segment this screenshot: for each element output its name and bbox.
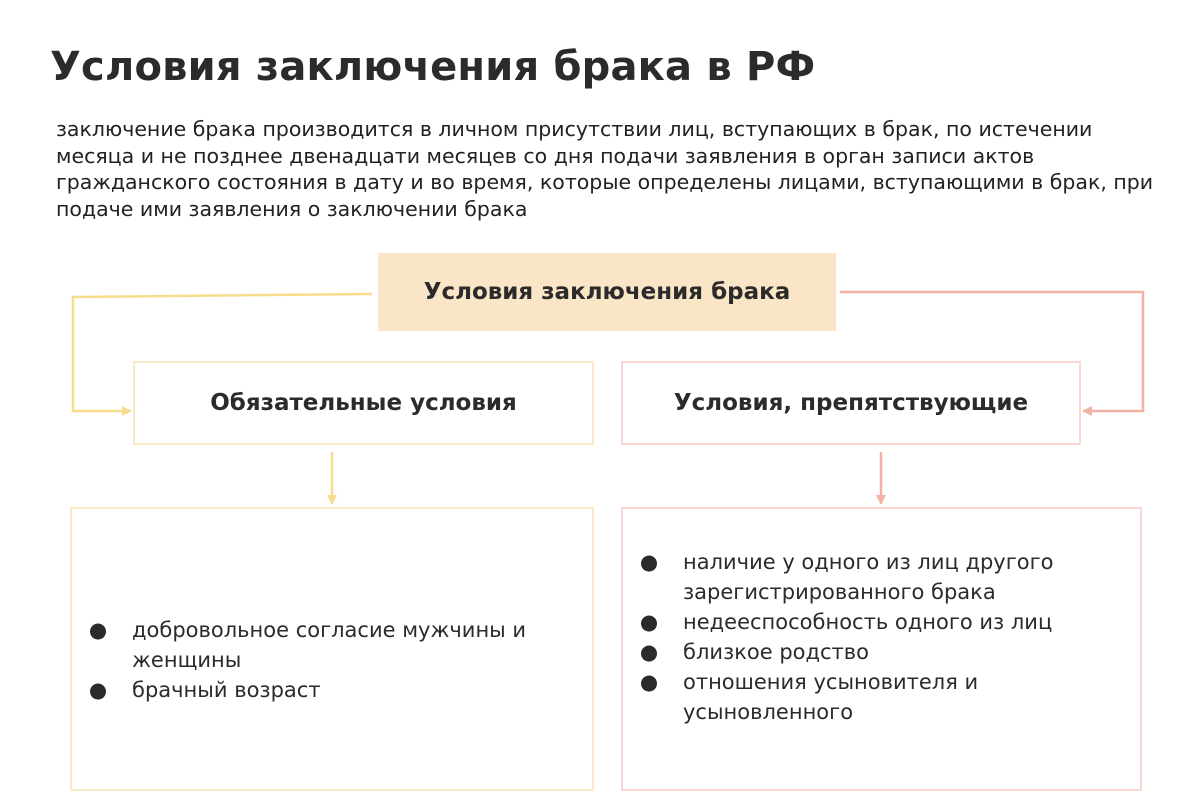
list-item xyxy=(639,667,1134,727)
list-item-text: добровольное согласие мужчины и женщины xyxy=(132,618,527,672)
page-title: Условия заключения брака в РФ xyxy=(50,44,816,90)
list-item-text: брачный возраст xyxy=(132,678,321,702)
list-item xyxy=(88,615,583,675)
list-item-text: отношения усыновителя и усыновленного xyxy=(683,670,979,724)
bullet-icon: ● xyxy=(639,640,659,664)
bullet-icon: ● xyxy=(88,618,108,642)
obstructing-conditions-list-box xyxy=(621,507,1142,791)
bullet-icon: ● xyxy=(639,550,659,574)
obstructing-conditions-list xyxy=(639,547,1134,727)
list-item xyxy=(639,607,1134,637)
list-item xyxy=(639,637,1134,667)
list-item-text: наличие у одного из лиц другого зарегистрированного брака xyxy=(683,550,1054,604)
bullet-icon: ● xyxy=(639,610,659,634)
mandatory-conditions-node xyxy=(133,361,594,445)
mandatory-conditions-list xyxy=(88,615,583,705)
list-item xyxy=(639,547,1134,607)
bullet-icon: ● xyxy=(639,670,659,694)
obstructing-conditions-label: Условия, препятствующие xyxy=(673,390,1029,416)
obstructing-conditions-node xyxy=(621,361,1081,445)
intro-text: заключение брака производится в личном присутствии лиц, вступающих в брак, по истечении месяца и не позднее двенадцати месяцев со дня подачи заявления в орган записи актов гражданского состояния в дату и во время, которые определены лицами, вступающими в брак, при подаче ими заявления о заключении брака xyxy=(56,117,1154,221)
list-item xyxy=(88,675,583,705)
root-node xyxy=(378,253,836,331)
mandatory-conditions-label: Обязательные условия xyxy=(210,390,517,416)
root-node-label: Условия заключения брака xyxy=(423,279,791,305)
bullet-icon: ● xyxy=(88,678,108,702)
list-item-text: близкое родство xyxy=(683,640,870,664)
mandatory-conditions-list-box xyxy=(70,507,594,791)
list-item-text: недееспособность одного из лиц xyxy=(683,610,1053,634)
